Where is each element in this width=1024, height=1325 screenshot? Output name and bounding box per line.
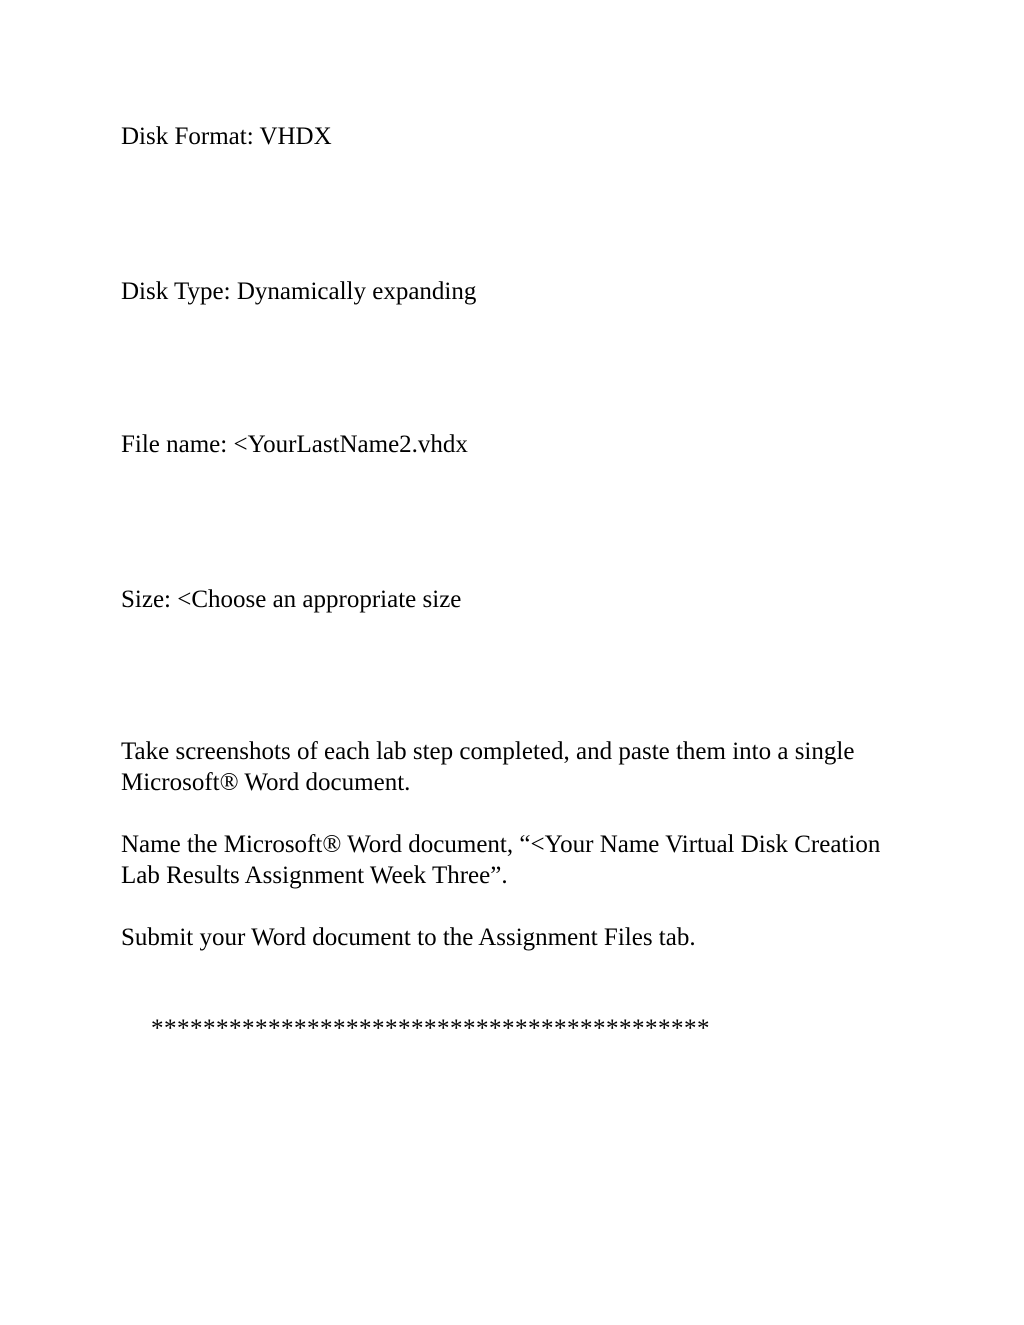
size-line: Size: <Choose an appropriate size [121, 586, 462, 613]
file-name-line: File name: <YourLastName2.vhdx [121, 431, 468, 458]
instruction-submit: Submit your Word document to the Assignment Files tab. [121, 924, 696, 951]
separator-stars: ******************************************* [151, 1015, 710, 1042]
disk-format-line: Disk Format: VHDX [121, 123, 332, 150]
disk-type-line: Disk Type: Dynamically expanding [121, 278, 477, 305]
instruction-screenshots: Take screenshots of each lab step completed, and paste them into a single Microsoft® Word document. [121, 738, 855, 796]
instruction-naming: Name the Microsoft® Word document, “<Your Name Virtual Disk Creation Lab Results Assignment Week Three”. [121, 831, 881, 889]
